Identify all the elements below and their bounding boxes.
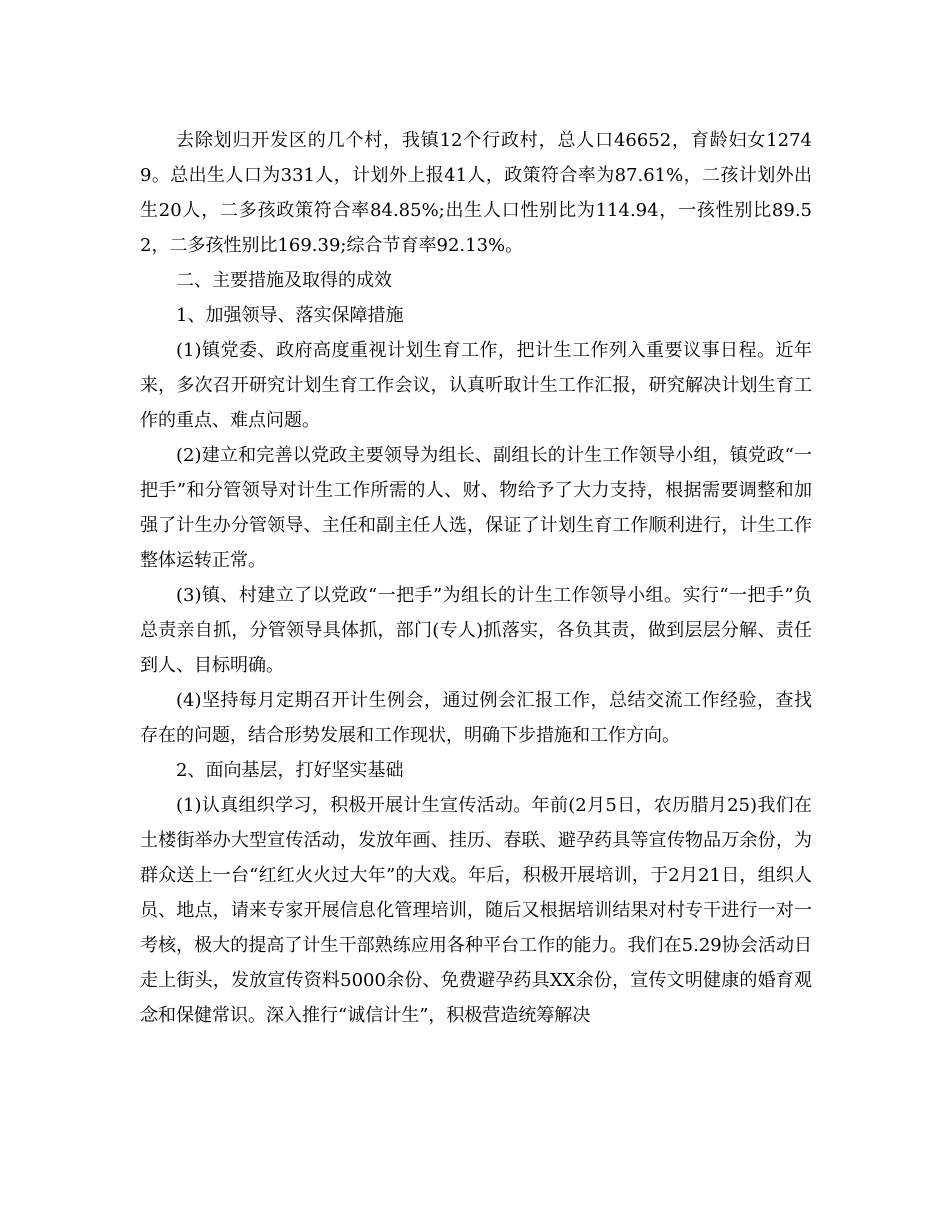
subheading-grassroots: 2、面向基层，打好坚实基础	[176, 760, 404, 781]
document-page	[140, 123, 812, 1033]
heading-main-measures: 二、主要措施及取得的成效	[176, 270, 392, 291]
paragraph-grassroots-item-1: (1)认真组织学习，积极开展计生宣传活动。年前(2月5日，农历腊月25)我们在土楼街举办大型宣传活动，发放年画、挂历、春联、避孕药具等宣传物品万余份，为群众送上一台“红红火火过大年”的大戏。年后，积极开展培训，于2月21日，组织人员、地点，请来专家开展信息化管理培训，随后又根据培训结果对村专干进行一对一考核，极大的提高了计生干部熟练应用各种平台工作的能力。我们在5.29协会活动日走上街头，发放宣传资料5000余份、免费避孕药具XX余份，宣传文明健康的婚育观念和保健常识。深入推行“诚信计生”，积极营造统筹解决	[140, 795, 812, 1026]
paragraph-item-3: (3)镇、村建立了以党政“一把手”为组长的计生工作领导小组。实行“一把手”负总责亲自抓，分管领导具体抓，部门(专人)抓落实，各负其责，做到层层分解、责任到人、目标明确。	[140, 585, 812, 676]
paragraph-item-1: (1)镇党委、政府高度重视计划生育工作，把计生工作列入重要议事日程。近年来，多次召开研究计划生育工作会议，认真听取计生工作汇报，研究解决计划生育工作的重点、难点问题。	[140, 340, 812, 431]
paragraph-item-4: (4)坚持每月定期召开计生例会，通过例会汇报工作，总结交流工作经验，查找存在的问题，结合形势发展和工作现状，明确下步措施和工作方向。	[140, 690, 812, 746]
subheading-leadership: 1、加强领导、落实保障措施	[176, 305, 404, 326]
paragraph-item-2: (2)建立和完善以党政主要领导为组长、副组长的计生工作领导小组，镇党政“一把手”和分管领导对计生工作所需的人、财、物给予了大力支持，根据需要调整和加强了计生办分管领导、主任和副主任人选，保证了计划生育工作顺利进行，计生工作整体运转正常。	[140, 445, 812, 571]
paragraph-population-stats: 去除划归开发区的几个村，我镇12个行政村，总人口46652，育龄妇女12749。总出生人口为331人，计划外上报41人，政策符合率为87.61%，二孩计划外出生20人，二多孩政策符合率84.85%;出生人口性别比为114.94，一孩性别比89.52，二多孩性别比169.39;综合节育率92.13%。	[140, 130, 812, 256]
